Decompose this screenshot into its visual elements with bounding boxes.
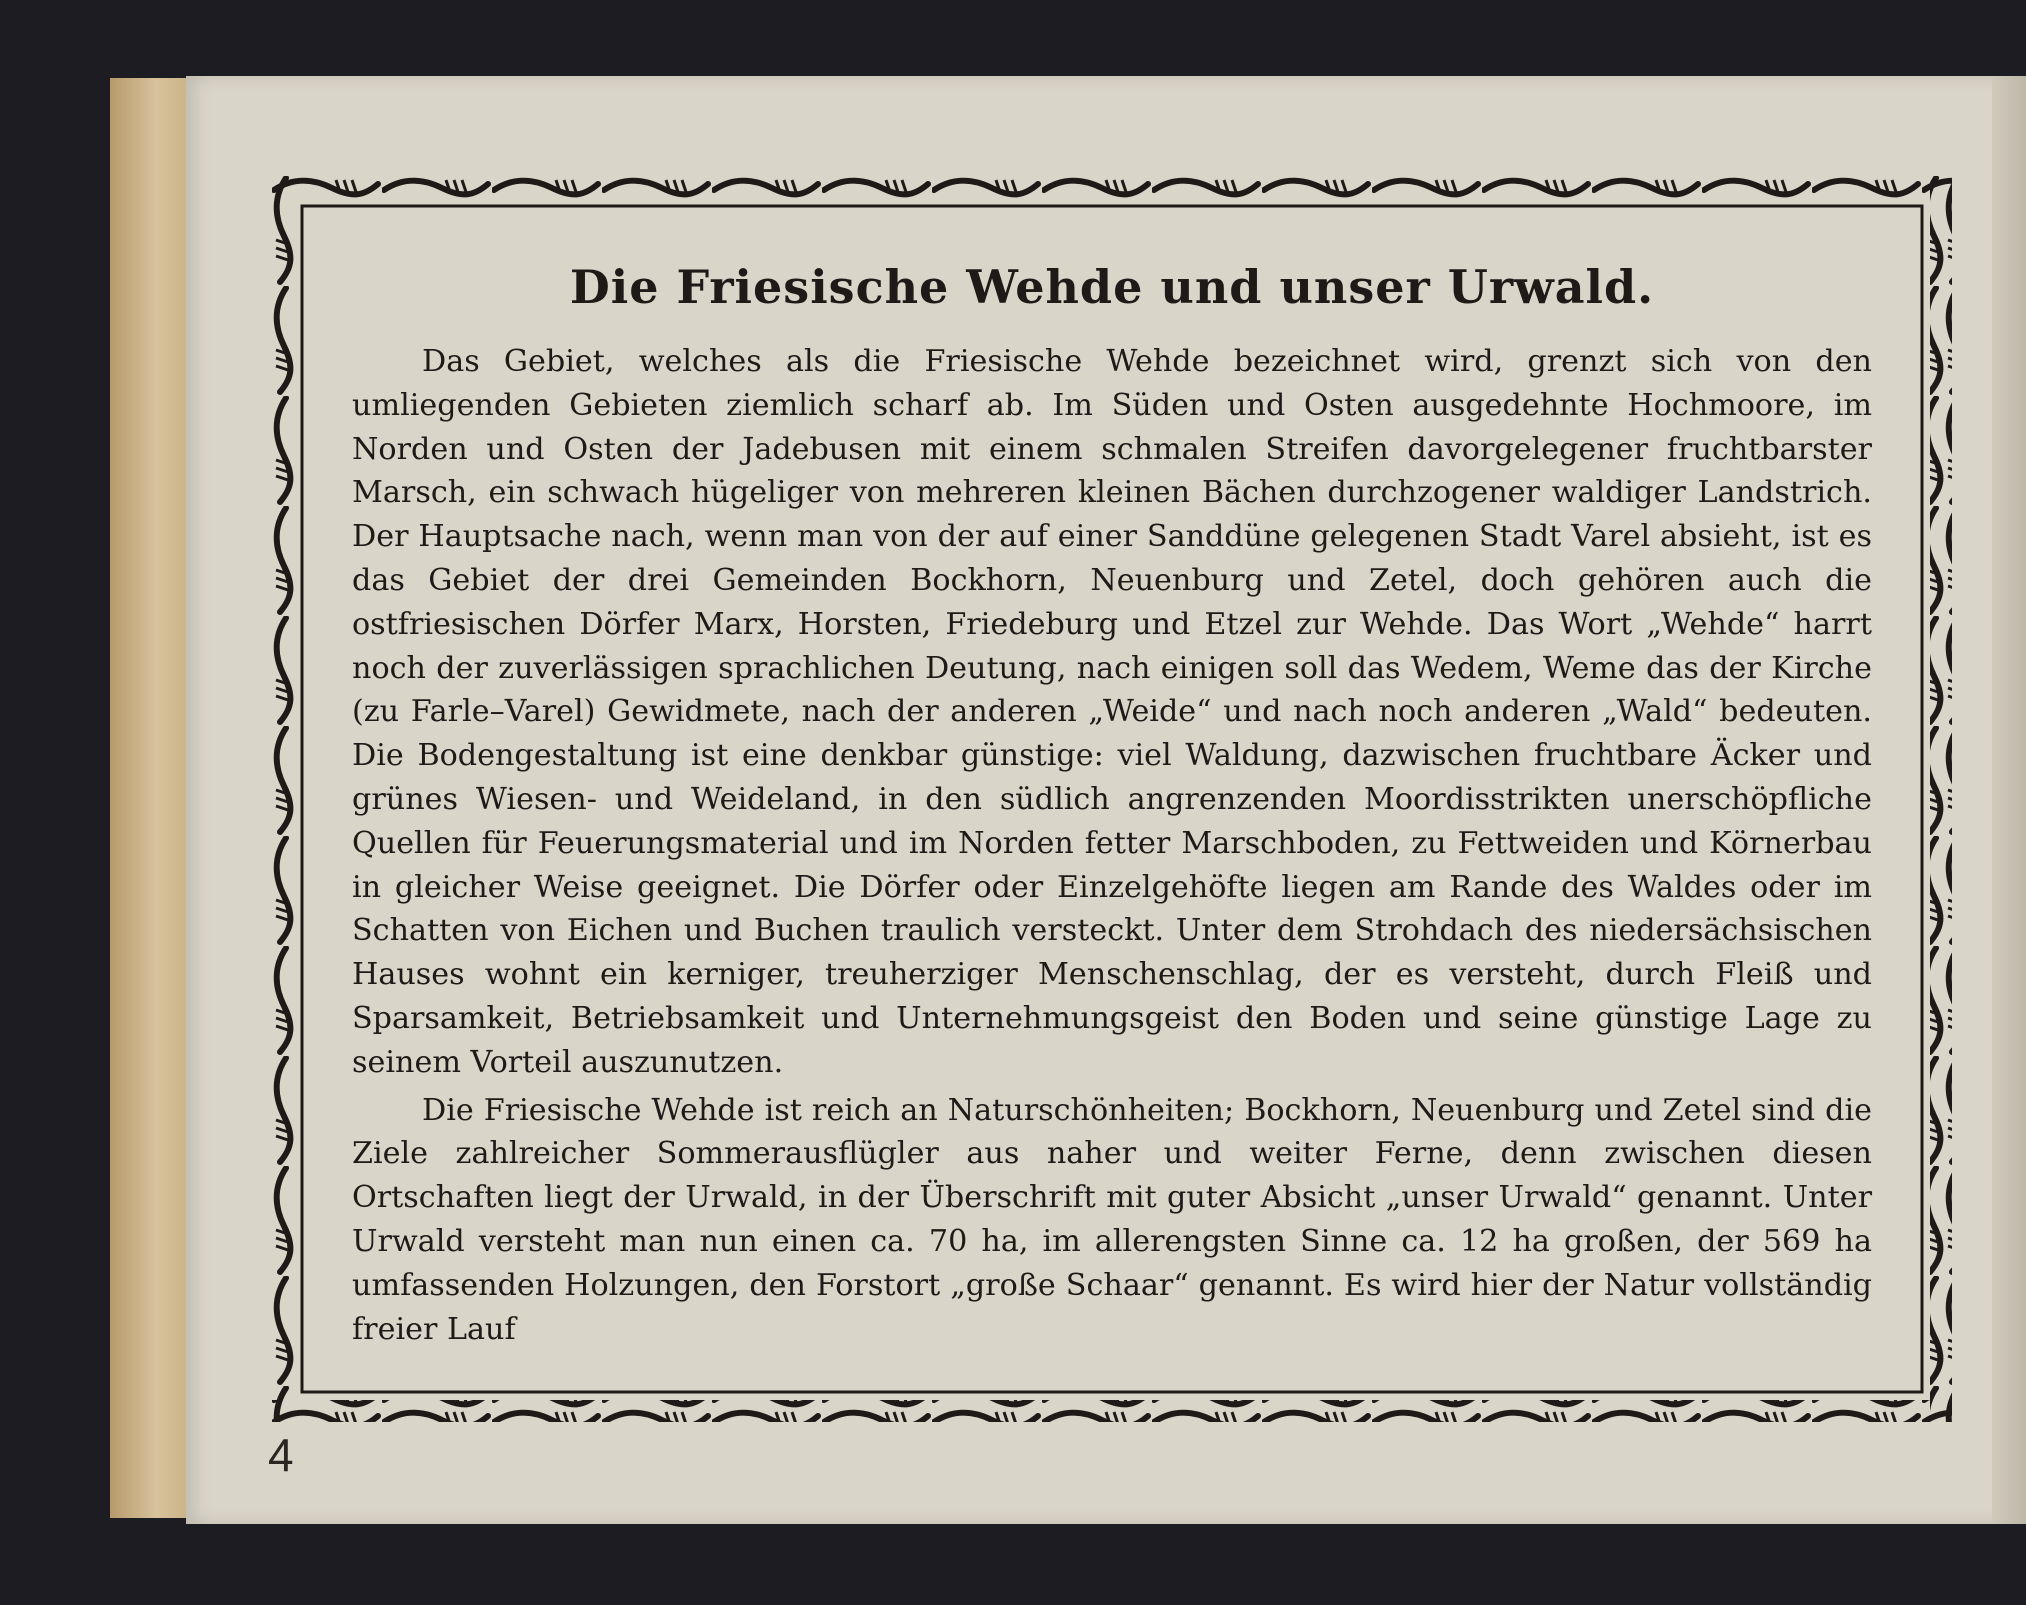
page-number: 4 (268, 1429, 294, 1481)
facing-page-edge (1992, 76, 2026, 1524)
page-title: Die Friesische Wehde und unser Urwald. (569, 260, 1655, 314)
page-content (352, 252, 1872, 1355)
paragraph-2: Die Friesische Wehde ist reich an Naturschönheiten; Bockhorn, Neuenburg und Zetel sind die Ziele zahlreicher Sommerausflügler aus naher und weiter Ferne, denn zwischen diesen Ortschaften liegt der Urwald, in der Überschrift mit guter Absicht „unser Urwald“ genannt. Unter Urwald versteht man nun einen ca. 70 ha, im allerengsten Sinne ca. 12 ha großen, der 569 ha umfassenden Holzungen, den Forstort „große Schaar“ genannt. Es wird hier der Natur vollständig freier Lauf (352, 1092, 1872, 1347)
paragraph-1: Das Gebiet, welches als die Friesische Wehde bezeichnet wird, grenzt sich von den umliegenden Gebieten ziemlich scharf ab. Im Süden und Osten ausgedehnte Hochmoore, im Norden und Osten der Jadebusen mit einem schmalen Streifen davorgelegener fruchtbarster Marsch, ein schwach hügeliger von mehreren kleinen Bächen durchzogener waldiger Landstrich. Der Hauptsache nach, wenn man von der auf einer Sanddüne gelegenen Stadt Varel absieht, ist es das Gebiet der drei Gemeinden Bockhorn, Neuenburg und Zetel, doch gehören auch die ostfriesischen Dörfer Marx, Horsten, Friedeburg und Etzel zur Wehde. Das Wort „Wehde“ harrt noch der zuverlässigen sprachlichen Deutung, nach einigen soll das Wedem, Weme das der Kirche (zu Farle–Varel) Gewidmete, nach der anderen „Weide“ und nach noch anderen „Wald“ bedeuten. Die Bodengestaltung ist eine denkbar günstige: viel Waldung, dazwischen fruchtbare Äcker und grünes Wiesen- und Weideland, in den südlich angrenzenden Moordisstrikten unerschöpfliche Quellen für Feuerungsmaterial und im Norden fetter Marschboden, zu Fettweiden und Körnerbau in gleicher Weise geeignet. Die Dörfer oder Einzelgehöfte liegen am Rande des Waldes oder im Schatten von Eichen und Buchen traulich versteckt. Unter dem Strohdach des niedersächsischen Hauses wohnt ein kerniger, treuherziger Menschenschlag, der es versteht, durch Fleiß und Sparsamkeit, Betriebsamkeit und Unternehmungsgeist den Boden und seine günstige Lage zu seinem Vorteil auszunutzen. (352, 344, 1872, 1080)
book-spine-edge (110, 78, 194, 1518)
